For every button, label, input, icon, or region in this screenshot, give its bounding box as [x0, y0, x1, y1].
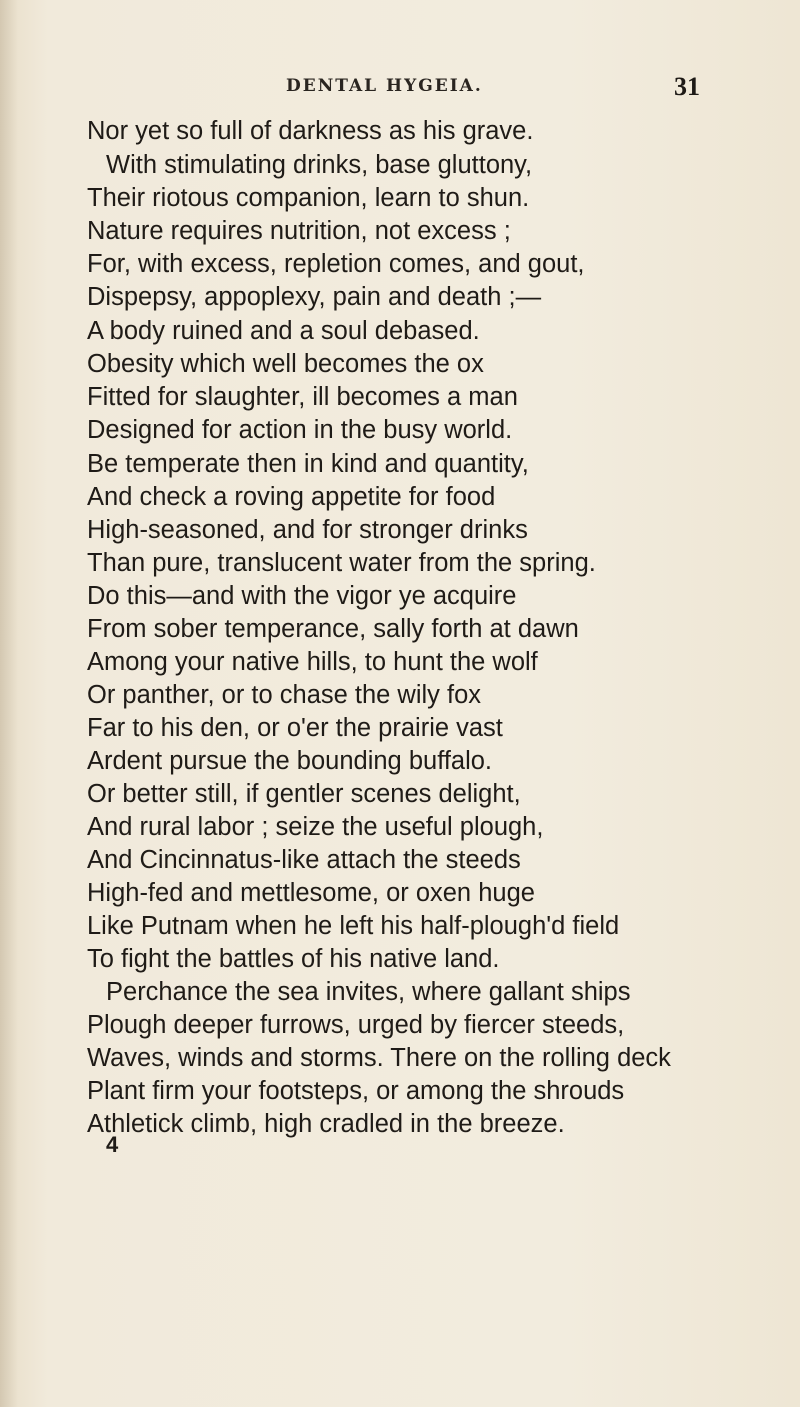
poem-line: Far to his den, or o'er the prairie vast	[87, 714, 503, 742]
poem-line: Plough deeper furrows, urged by fiercer steeds,	[87, 1011, 625, 1039]
poem-line: For, with excess, repletion comes, and gout,	[87, 250, 585, 278]
page-number: 31	[674, 72, 700, 101]
poem-line: Athletick climb, high cradled in the breeze.	[87, 1110, 565, 1138]
running-head: DENTAL HYGEIA.	[286, 76, 483, 96]
poem-line: Or better still, if gentler scenes delight,	[87, 780, 521, 808]
poem-line: Designed for action in the busy world.	[87, 416, 513, 444]
poem-line: Perchance the sea invites, where gallant ships	[106, 978, 631, 1006]
poem-line: Obesity which well becomes the ox	[87, 350, 484, 378]
poem-line: Nature requires nutrition, not excess ;	[87, 217, 511, 245]
poem-line: Nor yet so full of darkness as his grave.	[87, 117, 534, 145]
poem-line: Like Putnam when he left his half-plough'd field	[87, 912, 620, 940]
poem-line: With stimulating drinks, base gluttony,	[106, 151, 533, 179]
poem-line: And rural labor ; seize the useful plough,	[87, 813, 544, 841]
poem-line: Do this—and with the vigor ye acquire	[87, 582, 517, 610]
poem-line: Than pure, translucent water from the spring.	[87, 549, 596, 577]
poem-line: To fight the battles of his native land.	[87, 945, 500, 973]
poem-line: Dispepsy, appoplexy, pain and death ;—	[87, 283, 542, 311]
poem-line: From sober temperance, sally forth at dawn	[87, 615, 579, 643]
signature-mark: 4	[106, 1132, 119, 1157]
poem-line: Fitted for slaughter, ill becomes a man	[87, 383, 518, 411]
poem-line: Waves, winds and storms. There on the rolling deck	[87, 1044, 671, 1072]
poem-line: And check a roving appetite for food	[87, 483, 496, 511]
poem-line: Be temperate then in kind and quantity,	[87, 450, 529, 478]
poem-line: Their riotous companion, learn to shun.	[87, 184, 530, 212]
poem-line: High-fed and mettlesome, or oxen huge	[87, 879, 535, 907]
poem-line: High-seasoned, and for stronger drinks	[87, 516, 528, 544]
poem-line: Plant firm your footsteps, or among the shrouds	[87, 1077, 625, 1105]
poem-line: Or panther, or to chase the wily fox	[87, 681, 482, 709]
poem-line: And Cincinnatus-like attach the steeds	[87, 846, 521, 874]
poem-line: Ardent pursue the bounding buffalo.	[87, 747, 493, 775]
poem-line: Among your native hills, to hunt the wolf	[87, 648, 538, 676]
poem-line: A body ruined and a soul debased.	[87, 317, 480, 345]
